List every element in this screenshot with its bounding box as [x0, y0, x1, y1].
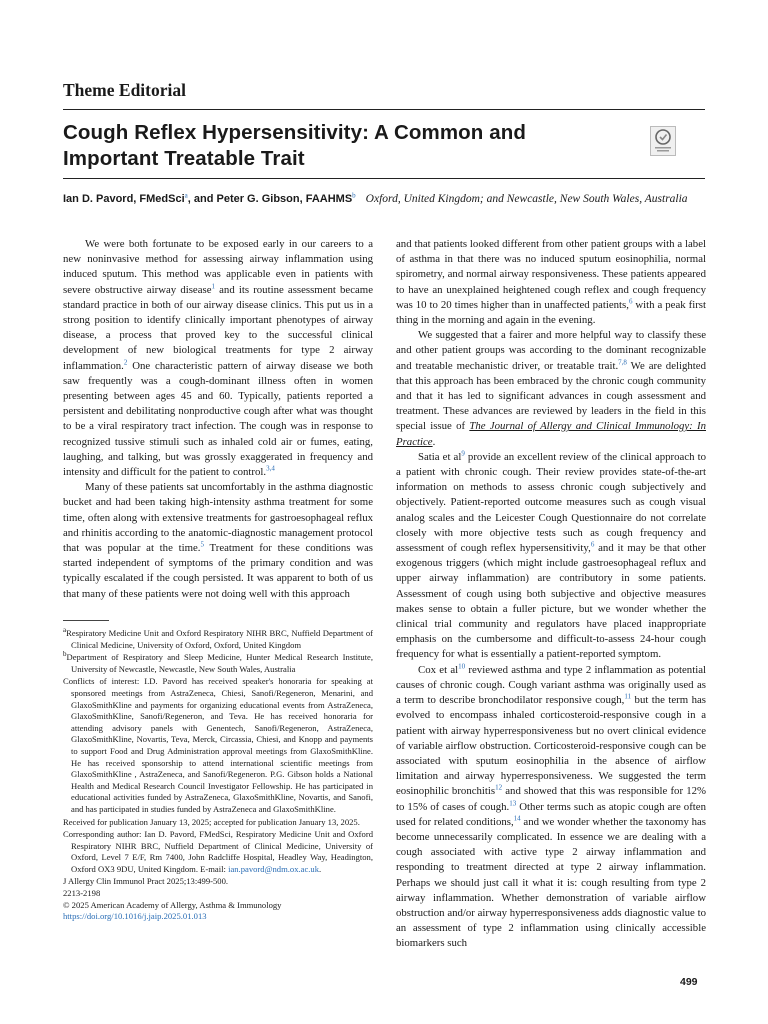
citation-ref[interactable]: 6 — [590, 540, 595, 549]
footnote-issn: 2213-2198 — [63, 888, 101, 899]
author-connector: , and — [187, 193, 217, 205]
citation-ref[interactable]: 14 — [513, 814, 521, 823]
author-1: Ian D. Pavord, FMedSci — [63, 193, 185, 205]
footnote-citation: J Allergy Clin Immunol Pract 2025;13:499-500. — [63, 876, 229, 887]
body-column-left — [63, 237, 373, 602]
paragraph: and that patients looked different from other patient groups with a label of asthma in that there was no induced sputum eosinophilia, normal spirometry, and normal airway responsiveness. These patients appeared to have an unexplained heightened cough reflex and cough frequency was 10 to 20 times higher than in unaffected patients,$^6$ with a peak first thing in the morning and again in the evening. — [396, 238, 706, 327]
citation-ref[interactable]: 1 — [211, 282, 215, 291]
footnote-affiliation-b: $^b$Department of Respiratory and Sleep Medicine, Hunter Medical Research Institute, University of Newcastle, Newcastle, New South Wales, Australia — [63, 650, 373, 674]
email-link[interactable]: ian.pavord@ndm.ox.ac.uk — [228, 863, 320, 874]
footnote-received: Received for publication January 13, 2025; accepted for publication January 13, 2025. — [63, 816, 360, 827]
article-title: Cough Reflex Hypersensitivity: A Common and Important Treatable Trait — [63, 121, 526, 170]
citation-ref[interactable]: 12 — [495, 783, 503, 792]
title-rule — [63, 178, 705, 179]
footnote-affiliation-a: $^a$Respiratory Medicine Unit and Oxford Respiratory NIHR BRC, Nuffield Department of Clinical Medicine, University of Oxford, Oxford, United Kingdom — [63, 626, 373, 650]
author-line — [63, 193, 705, 205]
footnote-separator — [63, 620, 109, 621]
footnotes — [63, 628, 373, 923]
page-number: 499 — [680, 976, 698, 988]
journal-name[interactable]: The Journal of Allergy and Clinical Immunology: In Practice — [396, 420, 706, 448]
author-1-affil-sup[interactable]: a — [184, 191, 188, 200]
citation-ref[interactable]: 3,4 — [266, 464, 275, 473]
author-2: Peter G. Gibson, FAAHMS — [216, 193, 353, 205]
citation-ref[interactable]: 9 — [461, 449, 465, 458]
paragraph: Many of these patients sat uncomfortably in the asthma diagnostic bucket and had been taking high-intensity asthma treatment for some time, often along with extensive treatments for gastroesophageal reflux and rhinitis according to the anatomic-diagnostic management protocol that was popular at the time.$^5$ Treatment for these conditions was started independent of symptoms of the primary condition and was typically escalated if the cough persisted. It was apparent to both of us that many of these patients were not doing well with this approach — [63, 481, 373, 600]
paragraph: Satia et $al^9$ provide an excellent review of the clinical approach to a patient with chronic cough. Their review provides state-of-the-art information on methods to assess chronic cough subjectively and objectively. Patient-reported outcome measures such as cough visual analog scales and the Leicester Cough Questionnaire do not correlate closely with more objective tests such as cough frequency and assessment of cough reflex hypersensitivity,$^6$ and it may be that other exogenous triggers (which might include gastroesophageal reflux and upper airway inflammation) are contributory in some patients. Assessment of cough using both subjective and objective measures makes sense to obtain a fuller picture, but we wonder whether the clinical trial community and regulators have placed inappropriate emphasis on the cumbersome and difficult-to-assess 24-hour cough frequency for what is essentially a patient-reported symptom. — [396, 449, 706, 661]
citation-ref[interactable]: 6 — [628, 297, 633, 306]
check-for-updates-icon[interactable] — [650, 126, 676, 156]
paragraph: We suggested that a fairer and more helpful way to classify these and other patient groups was according to the dominant recognizable and treatable mechanistic driver, or treatable trait.$^{7,8}$ We are delighted that this approach has been embraced by the chronic cough community and that it has led to significant advances in cough assessment and treatment. These advances are reviewed by leaders in the field in this special issue of The Journal of Allergy and Clinical Immunology: In Practice. — [396, 329, 706, 448]
paragraph: Cox et $al^{10}$ reviewed asthma and type 2 inflammation as potential causes of chronic cough. Cough variant asthma was originally used as a term to describe bronchodilator responsive cough,$^{11}$ but the term has evolved to encompass inhaled corticosteroid-responsive cough in a patient with airway hyperresponsiveness but no overt clinical evidence of variable airflow obstruction. Corticosteroid-responsive cough can be associated with sputum eosinophilia in the absence of airflow limitation and airway hyperresponsiveness. We suggested the term eosinophilic bronchitis$^{12}$ and showed that this was responsible for 12% to 15% of cases of cough.$^{13}$ Other terms such as atopic cough are often used for related conditions,$^{14}$ and we wonder whether the taxonomy has become unnecessarily complicated. In essence we are dealing with a cough associated with active type 2 airway inflammation and responding to treatment directed at type 2 airway inflammation. Perhaps we should just call it what it is: cough resulting from type 2 airway inflammation. Whether demonstration of variable airflow obstruction and/or airway hyperresponsiveness adds diagnostic value to an assessment of type 2 inflammation using clinically accessible biomarkers such — [396, 662, 707, 950]
affiliation-line: Oxford, United Kingdom; and Newcastle, New South Wales, Australia — [365, 193, 688, 205]
footnote-copyright: © 2025 American Academy of Allergy, Asthma & Immunology — [63, 899, 282, 910]
citation-ref[interactable]: 7,8 — [618, 358, 627, 367]
author-2-affil-sup[interactable]: b — [352, 191, 356, 200]
citation-ref[interactable]: 10 — [458, 662, 466, 671]
doi-link[interactable]: https://doi.org/10.1016/j.jaip.2025.01.013 — [63, 911, 207, 922]
paragraph: We were both fortunate to be exposed early in our careers to a new noninvasive method for assessing airway inflammation using induced sputum. This method was applicable even in patients with severe obstructive airway disease$^1$ and its routine assessment became standard practice in both of our airway disease clinics. This put us in a strong position to identify clinically important phenotypes of airway disease, a process that proved key to the successful clinical development of new biological treatments for type 2 airway inflammation.$^2$ One characteristic pattern of airway disease we both saw frequently was a cough-dominant illness often in women presenting between ages 45 and 60. Typically, patients reported a persistent and debilitating nonproductive cough after what was thought to be a viral respiratory tract infection. The cough was in response to recognized tussive stimuli such as inhaled cold air or fumes, eating, laughing, and talking, but was grossly exaggerated in frequency and intensity and difficult for the patient to control.$^{3,4}$ — [63, 238, 373, 479]
section-label: Theme Editorial — [63, 80, 186, 100]
citation-ref[interactable]: 11 — [624, 692, 632, 701]
footnote-conflicts: Conflicts of interest: I.D. Pavord has received speaker's honoraria for speaking at sponsored meetings from AstraZeneca, Chiesi, Sanofi/Regeneron, Menarini, and GlaxoSmithKline and payments for organizing educational events from AstraZeneca, GlaxoSmithKline, Sanofi/Regeneron, and Teva. He has received honoraria for attending advisory panels with Genentech, Sanofi/Regeneron, AstraZeneca, GlaxoSmithKline, Novartis, Teva, Merck, Circassia, Chiesi, and Knopp and payments to support Food and Drug Administration approval meetings from GlaxoSmithKline. He has received sponsorship to attend international scientific meetings from GlaxoSmithKline , AstraZeneca, and Sanofi/Regeneron. P.G. Gibson holds a National Health and Medical Research Council Investigator Fellowship. He has participated in educational activities funded by AstraZeneca, GlaxoSmithKline, Novartis, and Sanofi, and has participated in studies funded by AstraZeneca and GlaxoSmithKline. — [63, 676, 373, 814]
citation-ref[interactable]: 5 — [200, 540, 204, 549]
body-column-right — [396, 237, 706, 952]
header-rule-top — [63, 109, 705, 110]
footnote-corresponding: Corresponding author: Ian D. Pavord, FMedSci, Respiratory Medicine Unit and Oxford Respiratory NIHR BRC, Nuffield Department of Clinical Medicine, University of Oxford, Level 7 E/F, Rm 7400, John Radcliffe Hospital, Headley Way, Headington, Oxford OX3 9DU, United Kingdom. E-mail: ian.pavord@ndm.ox.ac.uk. — [63, 829, 373, 874]
citation-ref[interactable]: 13 — [509, 798, 517, 807]
citation-ref[interactable]: 2 — [123, 358, 128, 367]
